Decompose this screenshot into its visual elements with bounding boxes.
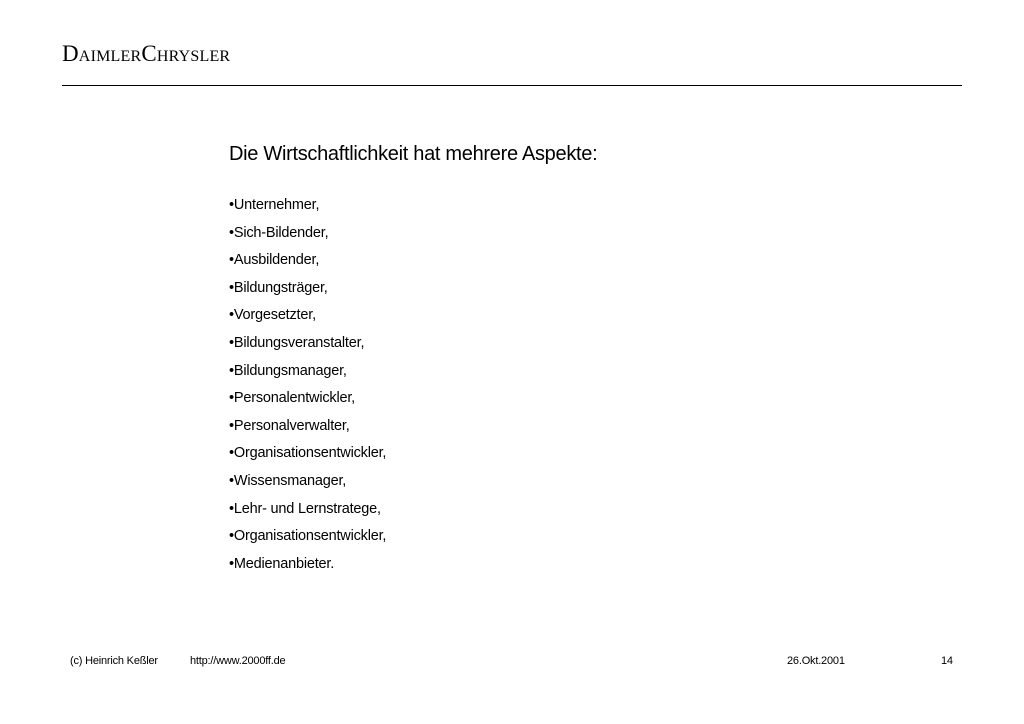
list-item: •Bildungsveranstalter, — [229, 334, 365, 351]
list-item: •Personalentwickler, — [229, 390, 355, 407]
slide-heading: Die Wirtschaftlichkeit hat mehrere Aspekte: — [229, 143, 598, 165]
aspect-list — [229, 192, 597, 578]
list-item: •Ausbildender, — [229, 252, 320, 269]
brand-logo-text: DaimlerChrysler — [62, 41, 231, 66]
list-item: •Personalverwalter, — [229, 417, 350, 434]
footer-page-number: 14 — [941, 655, 953, 667]
list-item: •Organisationsentwickler, — [229, 528, 387, 545]
list-item: •Wissensmanager, — [229, 472, 347, 489]
list-item: •Vorgesetzter, — [229, 307, 316, 324]
list-item: •Organisationsentwickler, — [229, 445, 387, 462]
list-item: •Bildungsmanager, — [229, 362, 347, 379]
list-item: •Bildungsträger, — [229, 279, 328, 296]
list-item: •Unternehmer, — [229, 197, 320, 213]
list-item: •Sich-Bildender, — [229, 224, 329, 241]
footer-url: http://www.2000ff.de — [190, 655, 286, 667]
list-item: •Lehr- und Lernstratege, — [229, 500, 381, 517]
footer-date: 26.Okt.2001 — [787, 655, 845, 667]
footer-copyright: (c) Heinrich Keßler — [70, 655, 158, 667]
header-divider — [62, 85, 962, 86]
list-item: •Medienanbieter. — [229, 555, 335, 572]
slide-content — [229, 140, 597, 578]
